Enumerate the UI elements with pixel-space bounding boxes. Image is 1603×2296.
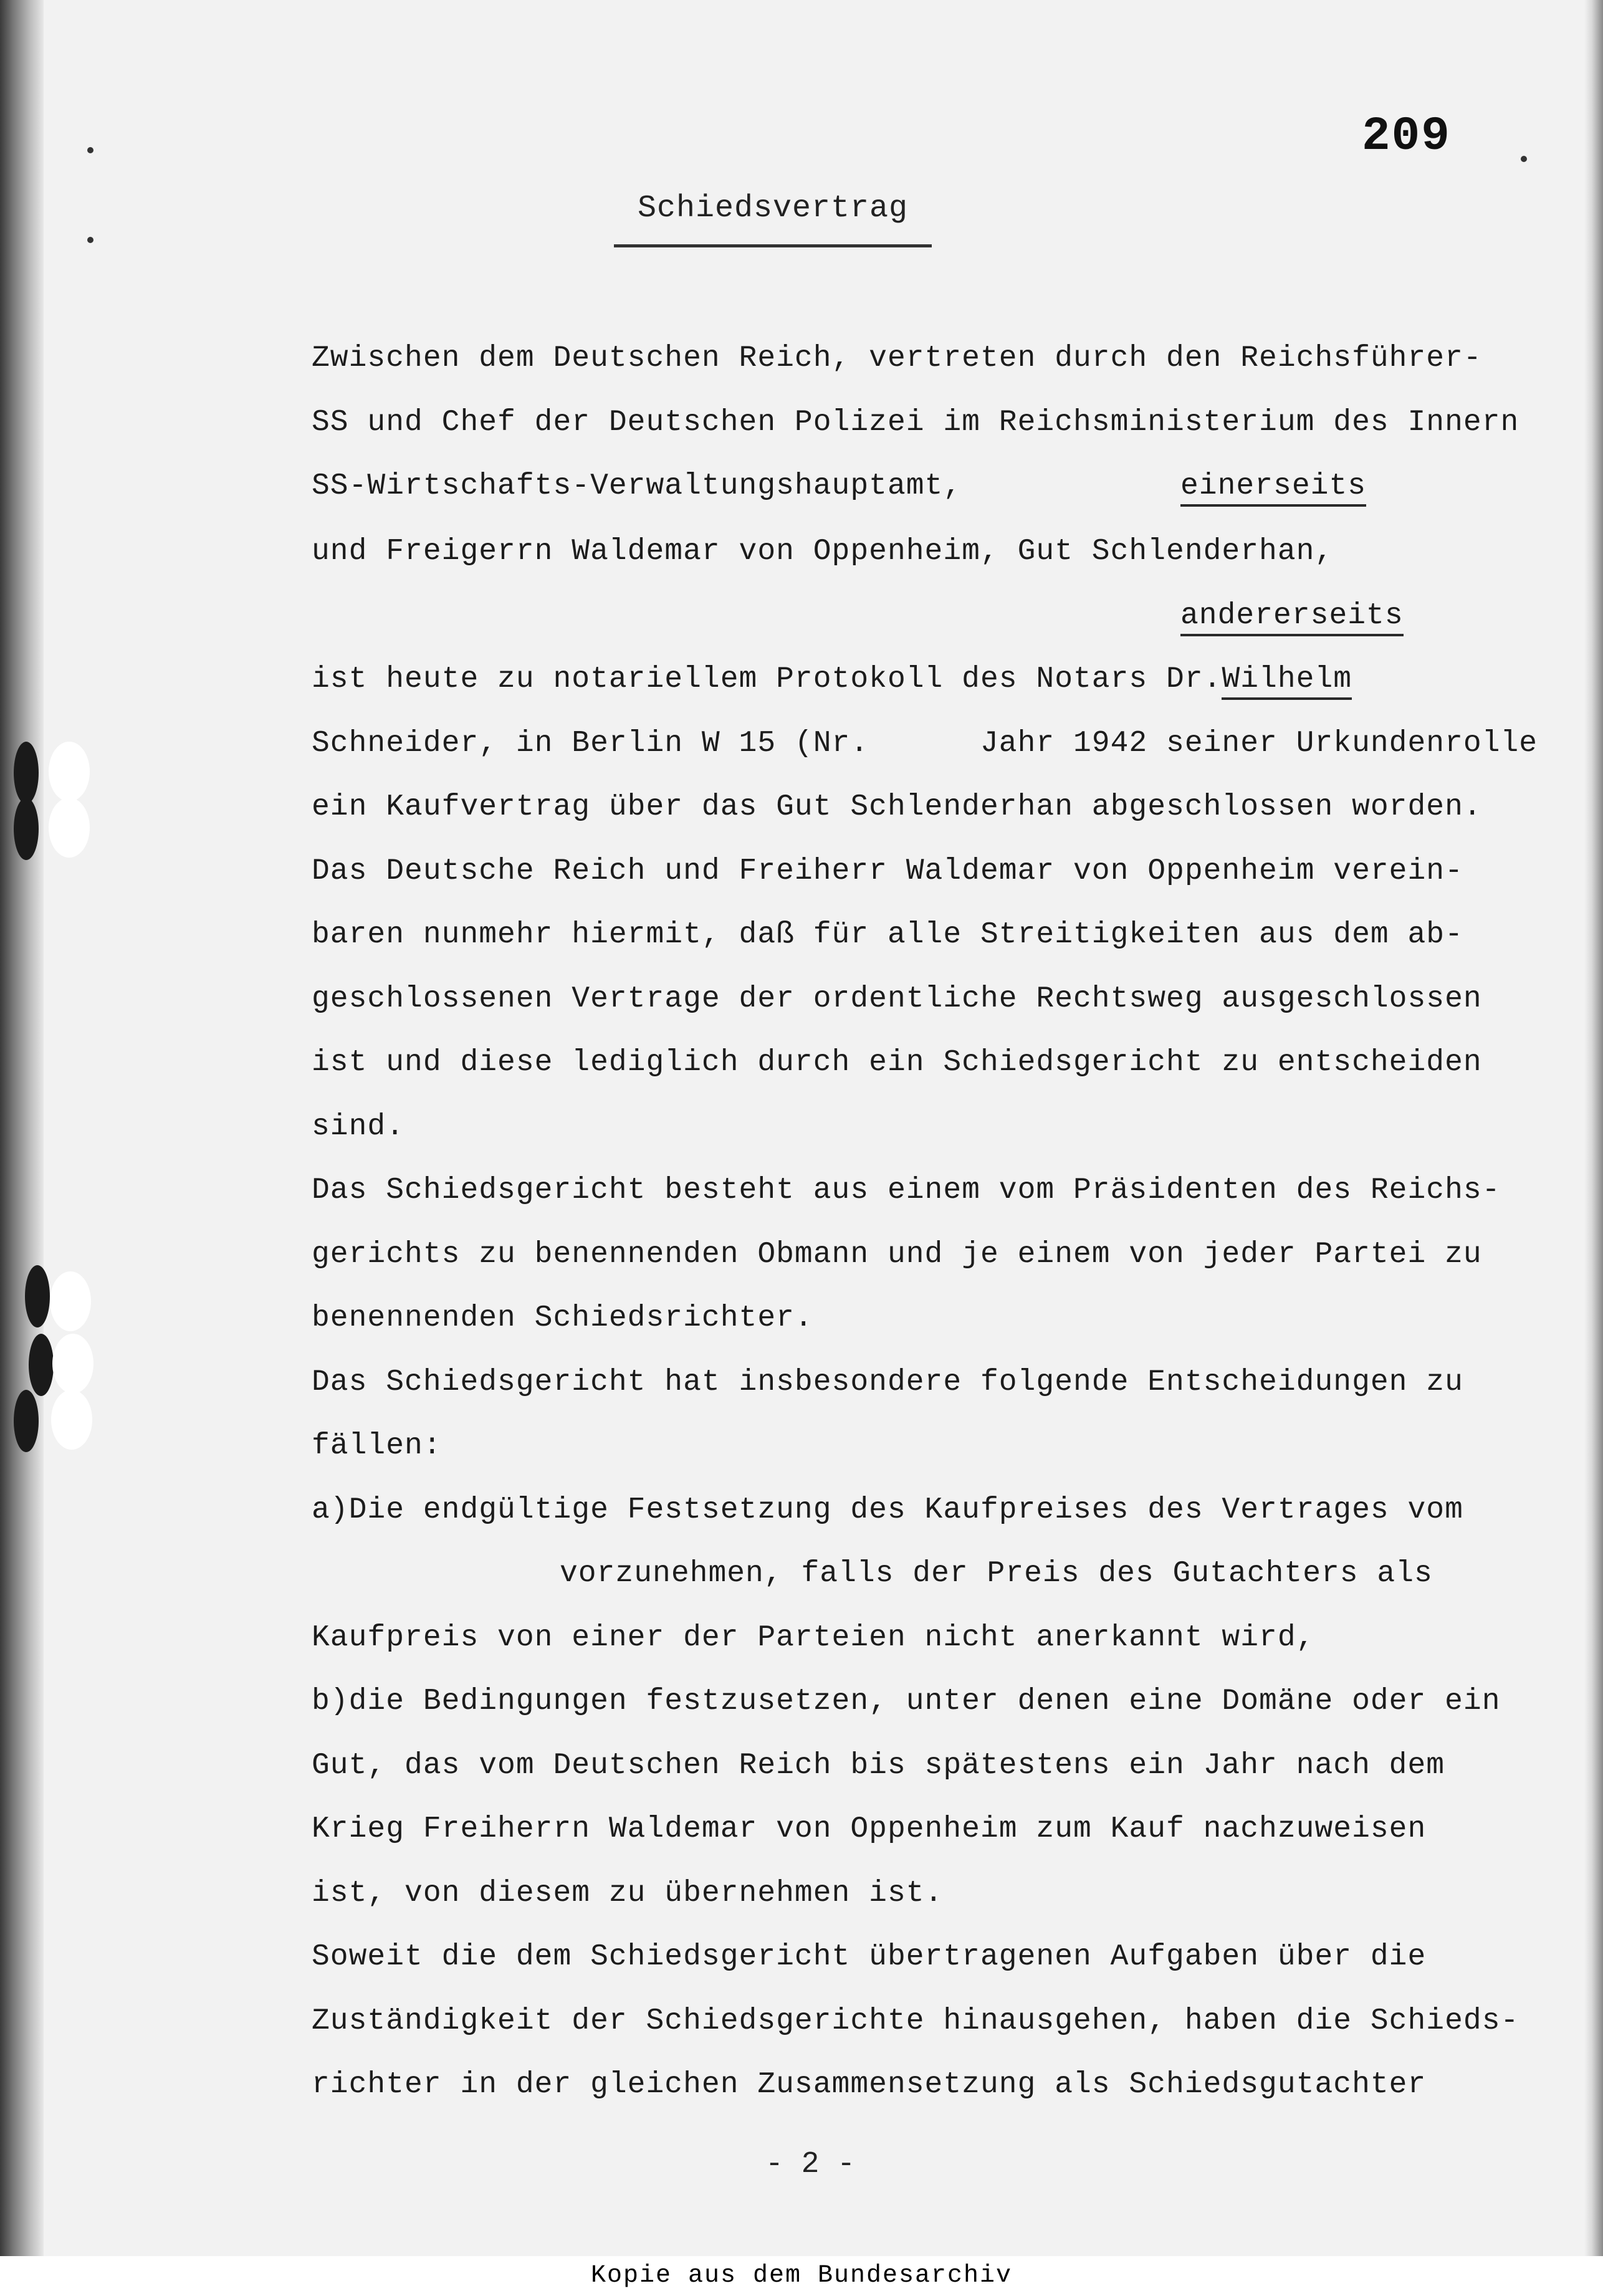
underlined-text: andererseits <box>1180 599 1404 636</box>
text-line: Zwischen dem Deutschen Reich, vertreten durch den Reichsführer- <box>312 342 1482 375</box>
document-title: Schiedsvertrag <box>637 191 909 226</box>
text-line: sind. <box>312 1110 405 1144</box>
text-line: Schneider, in Berlin W 15 (Nr. Jahr 1942 seiner Urkundenrolle <box>312 727 1538 760</box>
text-line: Kaufpreis von einer der Parteien nicht anerkannt wird, <box>312 1621 1315 1655</box>
paper-speck <box>87 147 93 153</box>
punch-hole <box>49 798 90 858</box>
text-line: vorzunehmen, falls der Preis des Gutachters als <box>560 1557 1433 1590</box>
text-line: Zuständigkeit der Schiedsgerichte hinausgehen, haben die Schieds- <box>312 2004 1519 2038</box>
punch-hole <box>51 1390 92 1450</box>
punch-hole-shadow <box>14 798 39 860</box>
text-line: richter in der gleichen Zusammensetzung als Schiedsgutachter <box>312 2068 1427 2102</box>
text-line: Das Deutsche Reich und Freiherr Waldemar von Oppenheim verein- <box>312 854 1463 888</box>
paper-speck <box>87 237 93 243</box>
text-line: Das Schiedsgericht hat insbesondere folgende Entscheidungen zu <box>312 1366 1463 1399</box>
punch-hole-shadow <box>29 1334 54 1396</box>
binding-shadow <box>0 0 44 2256</box>
text-line: b)die Bedingungen festzusetzen, unter denen eine Domäne oder ein <box>312 1685 1501 1718</box>
underlined-text: Wilhelm <box>1222 662 1352 700</box>
text-line-wrapper <box>1180 597 1404 634</box>
text-line: benennenden Schiedsrichter. <box>312 1301 813 1335</box>
footer-page-number: - 2 - <box>765 2148 856 2181</box>
text-line: baren nunmehr hiermit, daß für alle Streitigkeiten aus dem ab- <box>312 918 1463 952</box>
text-line-wrapper <box>312 661 1352 698</box>
text-line: Das Schiedsgericht besteht aus einem vom Präsidenten des Reichs- <box>312 1174 1501 1207</box>
text-line: SS-Wirtschafts-Verwaltungshauptamt, <box>312 469 962 503</box>
text-line-wrapper <box>1180 467 1366 505</box>
text-line: ein Kaufvertrag über das Gut Schlenderhan abgeschlossen worden. <box>312 790 1482 824</box>
page-edge-shadow <box>1584 0 1603 2256</box>
punch-hole-shadow <box>14 1390 39 1452</box>
text-line: geschlossenen Vertrage der ordentliche Rechtsweg ausgeschlossen <box>312 982 1482 1016</box>
text-line: ist heute zu notariellem Protokoll des Notars Dr. <box>312 662 1222 696</box>
underlined-text: einerseits <box>1180 469 1366 507</box>
text-line: und Freigerrn Waldemar von Oppenheim, Gut Schlenderhan, <box>312 535 1334 568</box>
punch-hole <box>50 1271 91 1331</box>
text-line: gerichts zu benennenden Obmann und je einem von jeder Partei zu <box>312 1238 1482 1271</box>
punch-hole <box>52 1334 93 1394</box>
text-line: Gut, das vom Deutschen Reich bis spätestens ein Jahr nach dem <box>312 1749 1445 1782</box>
paper-speck <box>1521 156 1527 162</box>
text-line: a)Die endgültige Festsetzung des Kaufpreises des Vertrages vom <box>312 1493 1463 1527</box>
text-line: Krieg Freiherrn Waldemar von Oppenheim zum Kauf nachzuweisen <box>312 1812 1427 1846</box>
page-number: 209 <box>1362 110 1451 163</box>
text-line: ist, von diesem zu übernehmen ist. <box>312 1877 944 1910</box>
punch-hole <box>49 742 90 801</box>
text-line: Soweit die dem Schiedsgericht übertragenen Aufgaben über die <box>312 1940 1427 1974</box>
text-line: ist und diese lediglich durch ein Schiedsgericht zu entscheiden <box>312 1046 1482 1079</box>
text-line: SS und Chef der Deutschen Polizei im Reichsministerium des Innern <box>312 406 1519 439</box>
title-underline <box>614 244 932 247</box>
text-line: fällen: <box>312 1429 442 1463</box>
archive-copy-note: Kopie aus dem Bundesarchiv <box>0 2259 1603 2296</box>
punch-hole-shadow <box>25 1265 50 1327</box>
punch-hole-shadow <box>14 742 39 804</box>
